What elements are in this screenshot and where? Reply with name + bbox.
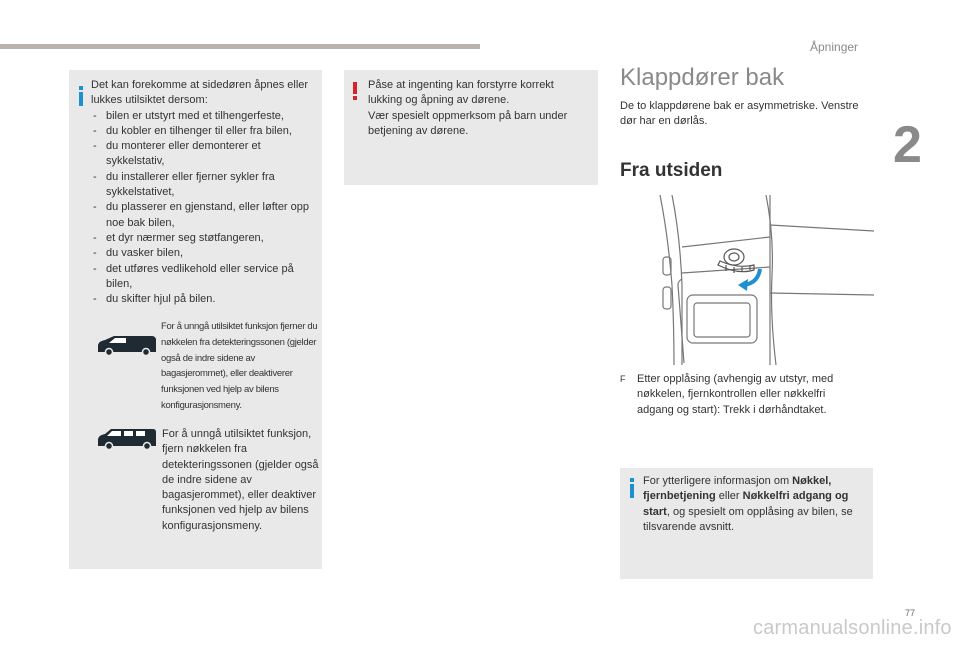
watermark: carmanualsonline.info bbox=[753, 617, 952, 639]
link-keys-remote[interactable]: Nøkkel, fjernbetjening bbox=[643, 475, 832, 503]
link-keyless-entry[interactable]: Nøkkelfri adgang og start bbox=[643, 490, 849, 518]
subheading: Fra utsiden bbox=[620, 160, 723, 181]
chapter-number: 2 bbox=[893, 116, 922, 174]
list-item: - du kobler en tilhenger til eller fra bilen, bbox=[91, 124, 319, 139]
info-box-side-door bbox=[69, 70, 322, 569]
side-door-conditions bbox=[91, 109, 319, 308]
info-icon bbox=[79, 86, 83, 106]
info-box-keys bbox=[620, 468, 873, 579]
warning-line-2: Vær spesielt oppmerksom på barn under betjening av dørene. bbox=[368, 109, 568, 137]
list-item: - du plasserer en gjenstand, eller løfter opp noe bak bilen, bbox=[91, 200, 319, 231]
list-item: - du skifter hjul på bilen. bbox=[91, 292, 319, 307]
rear-door-illustration bbox=[654, 195, 876, 365]
list-item: - det utføres vedlikehold eller service på bilen, bbox=[91, 262, 319, 293]
page-number: 77 bbox=[905, 608, 916, 618]
van-short-icon bbox=[96, 333, 158, 357]
section-title: Åpninger bbox=[810, 40, 859, 54]
warning-box bbox=[344, 70, 598, 185]
info-text-part: For ytterligere informasjon om bbox=[643, 475, 793, 487]
van-short-note: For å unngå utilsiktet funksjon fjerner du nøkkelen fra detekteringssonen (gjelder også de indre sidene av bagasjerommet), eller deaktiverer funksjonen ved hjelp av bilens konfigurasjonsmeny. bbox=[161, 321, 318, 411]
info-text-part: , og spesielt om opplåsing av bilen, se tilsvarende avsnitt. bbox=[643, 505, 853, 533]
bullet-symbol: F bbox=[620, 374, 626, 384]
header-bar bbox=[0, 44, 480, 49]
list-item: - bilen er utstyrt med et tilhengerfeste, bbox=[91, 109, 319, 124]
instruction-text: Etter opplåsing (avhengig av utstyr, med nøkkelen, fjernkontrollen eller nøkkelfri adgang og start): Trekk i dørhåndtaket. bbox=[637, 373, 834, 416]
van-long-icon bbox=[96, 427, 158, 451]
warning-line-1: Påse at ingenting kan forstyrre korrekt lukking og åpning av dørene. bbox=[368, 79, 554, 107]
instruction-item bbox=[620, 372, 865, 418]
page-heading: Klappdører bak bbox=[620, 64, 785, 91]
info-keys-text bbox=[643, 474, 868, 535]
rear-doors-intro: De to klappdørene bak er asymmetriske. Venstre dør har en dørlås. bbox=[620, 100, 859, 128]
info-text-part: eller bbox=[715, 490, 743, 503]
list-item: - et dyr nærmer seg støtfangeren, bbox=[91, 231, 319, 246]
list-item: - du vasker bilen, bbox=[91, 246, 319, 261]
side-door-intro: Det kan forekomme at sidedøren åpnes eller lukkes utilsiktet dersom: bbox=[91, 79, 309, 107]
list-item: - du installerer eller fjerner sykler fra sykkelstativet, bbox=[91, 170, 319, 201]
van-long-note: For å unngå utilsiktet funksjon, fjern nøkkelen fra detekteringssonen (gjelder også de indre sidene av bagasjerommet), eller deaktiver funksjonen ved hjelp av bilens konfigurasjonsmeny. bbox=[162, 428, 319, 532]
warning-icon bbox=[353, 82, 357, 100]
list-item: - du monterer eller demonterer et sykkelstativ, bbox=[91, 139, 319, 170]
info-icon bbox=[630, 478, 634, 498]
